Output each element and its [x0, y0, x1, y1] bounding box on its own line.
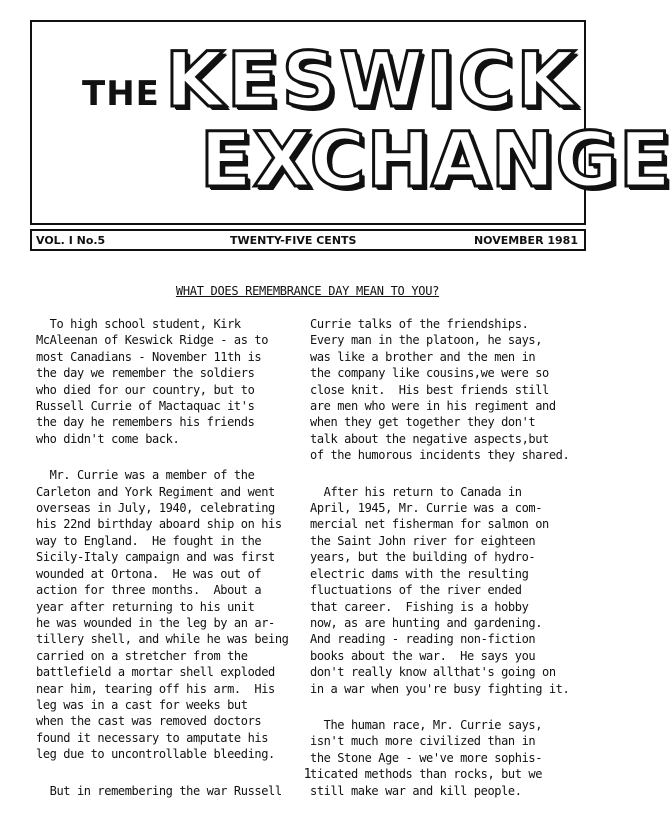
masthead-keswick: KESWICK [165, 35, 579, 124]
paragraph: The human race, Mr. Currie says, isn't much more civilized than in the Stone Age - we've more sophis- ticated methods than rocks, but we still make war and kill people. [310, 717, 543, 798]
paragraph: After his return to Canada in April, 1945, Mr. Currie was a com- mercial net fisherman for salmon on the Saint John river for eighteen years, but the building of hydro- electric dams with the resulting fluctuations of the river ended that career. Fishing is a hobby now, as are hunting and gardening. And reading - reading non-fiction books about the war. He says you don't really know allthat's going on in a war when you're busy fighting it. [310, 484, 570, 696]
issue-price: TWENTY-FIVE CENTS [230, 234, 357, 247]
volume-number: VOL. I No.5 [36, 234, 106, 247]
article-column-left [36, 316, 301, 819]
masthead-exchange: EXCHANGE [200, 115, 672, 204]
masthead-the: THE [82, 74, 160, 114]
masthead [30, 20, 672, 225]
paragraph: To high school student, Kirk McAleenan of Keswick Ridge - as to most Canadians - November 11th is the day we remember the soldiers who died for our country, but to Russell Currie of Mactaquac it's the day he remembers his friends who didn't come back. [36, 317, 269, 446]
paragraph: Mr. Currie was a member of the Carleton and York Regiment and went overseas in July, 1940, celebrating his 22nd birthday aboard ship on his way to England. He fought in the Sicily-Italy campaign and was first wounded at Ortona. He was out of action for three months. About a year after returning to his unit he was wounded in the leg by an ar- tillery shell, and while he was being carried on a stretcher from the battlefield a mortar shell exploded near him, tearing off his arm. His leg was in a cast for weeks but when the cast was removed doctors found it necessary to amputate his leg due to uncontrollable bleeding. [36, 468, 289, 762]
page-number: 1 [303, 767, 312, 782]
paragraph: But in remembering the war Russell [36, 783, 282, 798]
article-title: WHAT DOES REMEMBRANCE DAY MEAN TO YOU? [175, 284, 440, 298]
paragraph: Currie talks of the friendships. Every man in the platoon, he says, was like a brother and the men in the company like cousins,we were so close knit. His best friends still are men who were in his regiment and when they get together they don't talk about the negative aspects,but of the humorous incidents they shared. [310, 317, 570, 463]
article-column-right [310, 316, 602, 819]
issue-date: NOVEMBER 1981 [473, 234, 578, 247]
info-bar [30, 229, 586, 251]
